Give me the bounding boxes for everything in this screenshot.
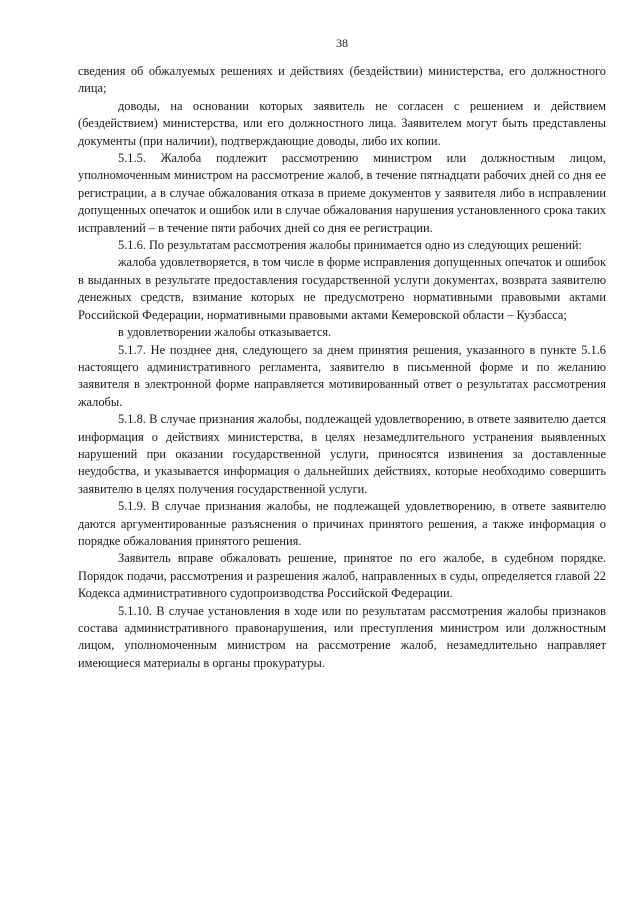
paragraph-court-appeal: Заявитель вправе обжаловать решение, принятое по его жалобе, в судебном порядке. Порядок подачи, рассмотрения и разрешения жалоб, направленных в суды, определяется главой 22 Кодекса административного судопроизводства Российской Федерации.	[78, 551, 606, 601]
paragraph-5-1-6: 5.1.6. По результатам рассмотрения жалобы принимается одно из следующих решений:	[118, 238, 582, 253]
paragraph-appeal-info: сведения об обжалуемых решениях и действиях (бездействии) министерства, его должностного лица;	[78, 64, 606, 96]
paragraph-5-1-8: 5.1.8. В случае признания жалобы, подлежащей удовлетворению, в ответе заявителю дается информация о действиях министерства, в целях незамедлительного устранения выявленных нарушений при оказании государственной услуги, приносятся извинения за доставленные неудобства, и указывается информация о дальнейших действиях, которые необходимо совершить заявителю в целях получения государственной услуги.	[78, 412, 606, 496]
paragraph-5-1-5: 5.1.5. Жалоба подлежит рассмотрению министром или должностным лицом, уполномоченным министром на рассмотрение жалоб, в течение пятнадцати рабочих дней со дня ее регистрации, а в случае обжалования отказа в приеме документов у заявителя либо в исправлении допущенных опечаток и ошибок или в случае обжалования нарушения установленного срока таких исправлений – в течение пяти рабочих дней со дня ее регистрации.	[78, 151, 606, 235]
paragraph-5-1-7: 5.1.7. Не позднее дня, следующего за днем принятия решения, указанного в пункте 5.1.6 настоящего административного регламента, заявителю в письменной форме и по желанию заявителя в электронной форме направляется мотивированный ответ о результатах рассмотрения жалобы.	[78, 342, 606, 409]
document-body	[78, 63, 606, 672]
paragraph-arguments: доводы, на основании которых заявитель не согласен с решением и действием (бездействием) министерства, или его должностного лица. Заявителем могут быть представлены документы (при наличии), подтверждающие доводы, либо их копии.	[78, 98, 606, 148]
paragraph-5-1-9: 5.1.9. В случае признания жалобы, не подлежащей удовлетворению, в ответе заявителю даются аргументированные разъяснения о причинах принятого решения, а также информация о порядке обжалования принятого решения.	[78, 499, 606, 548]
paragraph-complaint-satisfied: жалоба удовлетворяется, в том числе в форме исправления допущенных опечаток и ошибок в выданных в результате предоставления государственной услуги документах, возврата заявителю денежных средств, взимание которых не предусмотрено нормативными правовыми актами Российской Федерации, нормативными правовыми актами Кемеровской области – Кузбасса;	[78, 255, 606, 322]
paragraph-complaint-refused: в удовлетворении жалобы отказывается.	[118, 325, 332, 340]
paragraph-5-1-10: 5.1.10. В случае установления в ходе или по результатам рассмотрения жалобы признаков состава административного правонарушения, или преступления министром или должностным лицом, уполномоченным министром на рассмотрение жалоб, незамедлительно направляет имеющиеся материалы в органы прокуратуры.	[78, 603, 606, 670]
page-number: 38	[336, 36, 348, 50]
